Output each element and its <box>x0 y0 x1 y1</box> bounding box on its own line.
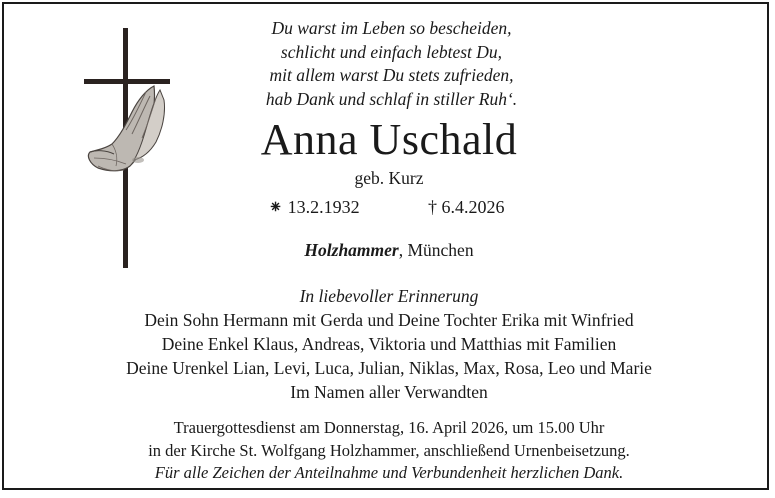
death-date: † 6.4.2026 <box>428 197 505 217</box>
mourner-line: Dein Sohn Hermann mit Gerda und Deine Tochter Erika mit Winfried <box>144 310 634 330</box>
obituary-notice <box>2 2 769 490</box>
deceased-name: Anna Uschald <box>260 115 518 164</box>
residence-city: , München <box>398 240 474 260</box>
poem-line: hab Dank und schlaf in stiller Ruh‘. <box>265 88 518 109</box>
mourner-line: Deine Urenkel Lian, Levi, Luca, Julian, Niklas, Max, Rosa, Leo und Marie <box>126 358 652 378</box>
birth-date: ⁕ 13.2.1932 <box>268 197 360 217</box>
memorial-poem <box>204 17 579 111</box>
poem-line: mit allem warst Du stets zufrieden, <box>269 65 514 85</box>
mourner-line: Im Namen aller Verwandten <box>290 382 488 402</box>
service-info <box>34 417 744 485</box>
birth-name: geb. Kurz <box>354 168 424 188</box>
service-line: in der Kirche St. Wolfgang Holzhammer, anschließend Urnenbeisetzung. <box>148 440 630 460</box>
service-line: Trauergottesdienst am Donnerstag, 16. April 2026, um 15.00 Uhr <box>173 418 605 437</box>
cross-with-praying-hands-icon <box>76 26 176 271</box>
residence <box>184 239 594 261</box>
residence-village: Holzhammer <box>304 240 399 260</box>
mourners-intro: In liebevoller Erinnerung <box>299 286 479 306</box>
mourner-line: Deine Enkel Klaus, Andreas, Viktoria und Matthias mit Familien <box>161 334 617 354</box>
mourners-block <box>34 284 744 404</box>
thanks-line: Für alle Zeichen der Anteilnahme und Verbundenheit herzlichen Dank. <box>154 463 624 482</box>
poem-line: Du warst im Leben so bescheiden, <box>271 18 512 38</box>
poem-line: schlicht und einfach lebtest Du, <box>280 41 503 62</box>
